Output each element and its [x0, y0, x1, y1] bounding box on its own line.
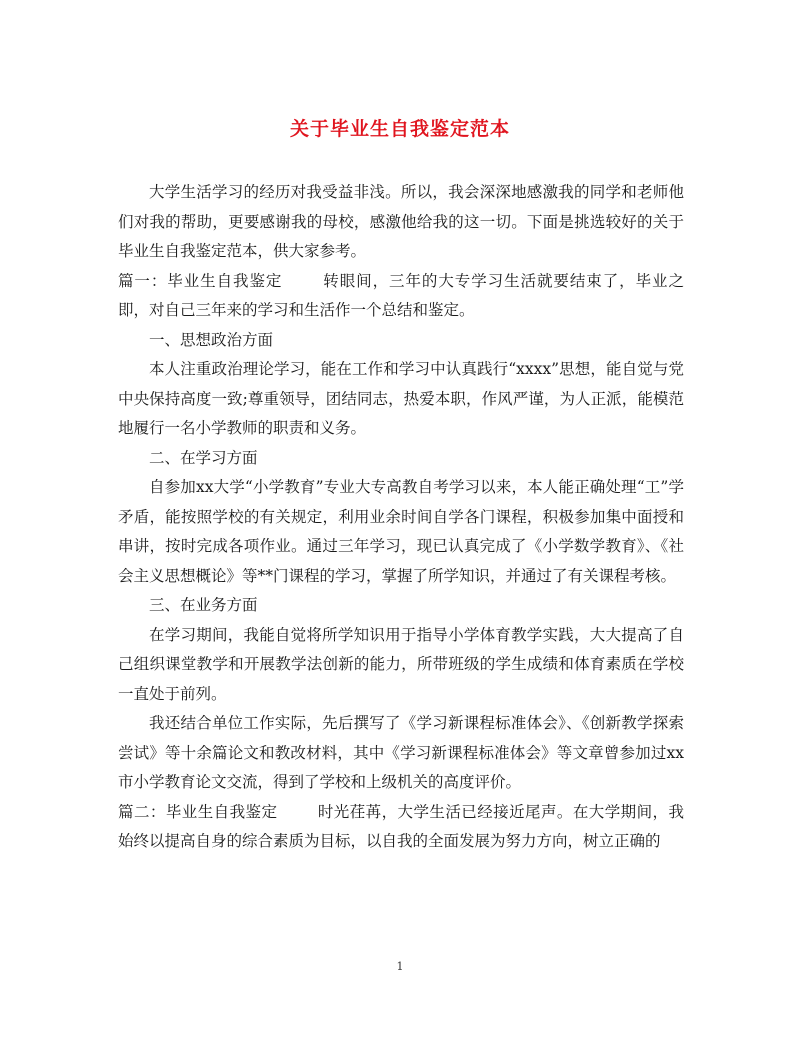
section-three-text-1: 在学习期间，我能自觉将所学知识用于指导小学体育教学实践，大大提高了自己组织课堂教学和开展教学法创新的能力，所带班级的学生成绩和体育素质在学校一直处于前列。 — [118, 625, 684, 703]
article-one-label: 篇一：毕业生自我鉴定 — [118, 271, 283, 290]
section-three-text-2: 我还结合单位工作实际，先后撰写了《学习新课程标准体会》、《创新教学探索尝试》等十余篇论文和教改材料，其中《学习新课程标准体会》等文章曾参加过xx市小学教育论文交流，得到了学校和上级机关的高度评价。 — [118, 714, 684, 791]
section-three-heading: 三、在业务方面 — [149, 596, 258, 614]
page-title: 关于毕业生自我鉴定范本 — [289, 118, 510, 140]
page-number: 1 — [396, 960, 404, 973]
section-two-text: 自参加xx大学“小学教育”专业大专高教自考学习以来，本人能正确处理“工”学矛盾，能按照学校的有关规定，利用业余时间自学各门课程，积极参加集中面授和串讲，按时完成各项作业。通过三年学习，现已认真完成了《小学数学教育》、《社会主义思想概论》等**门课程的学习，掌握了所学知识，并通过了有关课程考核。 — [118, 478, 684, 585]
section-two-heading: 二、在学习方面 — [149, 448, 258, 467]
intro-paragraph: 大学生活学习的经历对我受益非浅。所以，我会深深地感激我的同学和老师他们对我的帮助，更要感谢我的母校，感激他给我的这一切。下面是挑选较好的关于毕业生自我鉴定范本，供大家参考。 — [118, 183, 684, 260]
article-two-label: 篇二：毕业生自我鉴定 — [118, 802, 278, 821]
section-one-text: 本人注重政治理论学习，能在工作和学习中认真践行“xxxx”思想，能自觉与党中央保持高度一致;尊重领导，团结同志，热爱本职，作风严谨，为人正派，能模范地履行一名小学教师的职责和义务。 — [118, 360, 684, 437]
article-one-lead: 转眼间，三年的大专学习生活就要结束了，毕业之即，对自己三年来的学习和生活作一个总结和鉴定。 — [118, 271, 684, 319]
article-two-paragraph — [118, 798, 684, 857]
document-body — [118, 178, 684, 857]
article-two-lead: 时光荏苒，大学生活已经接近尾声。在大学期间，我始终以提高自身的综合素质为目标，以自我的全面发展为努力方向，树立正确的 — [118, 802, 684, 850]
section-one-heading: 一、思想政治方面 — [149, 330, 274, 349]
article-one-paragraph — [118, 267, 684, 326]
